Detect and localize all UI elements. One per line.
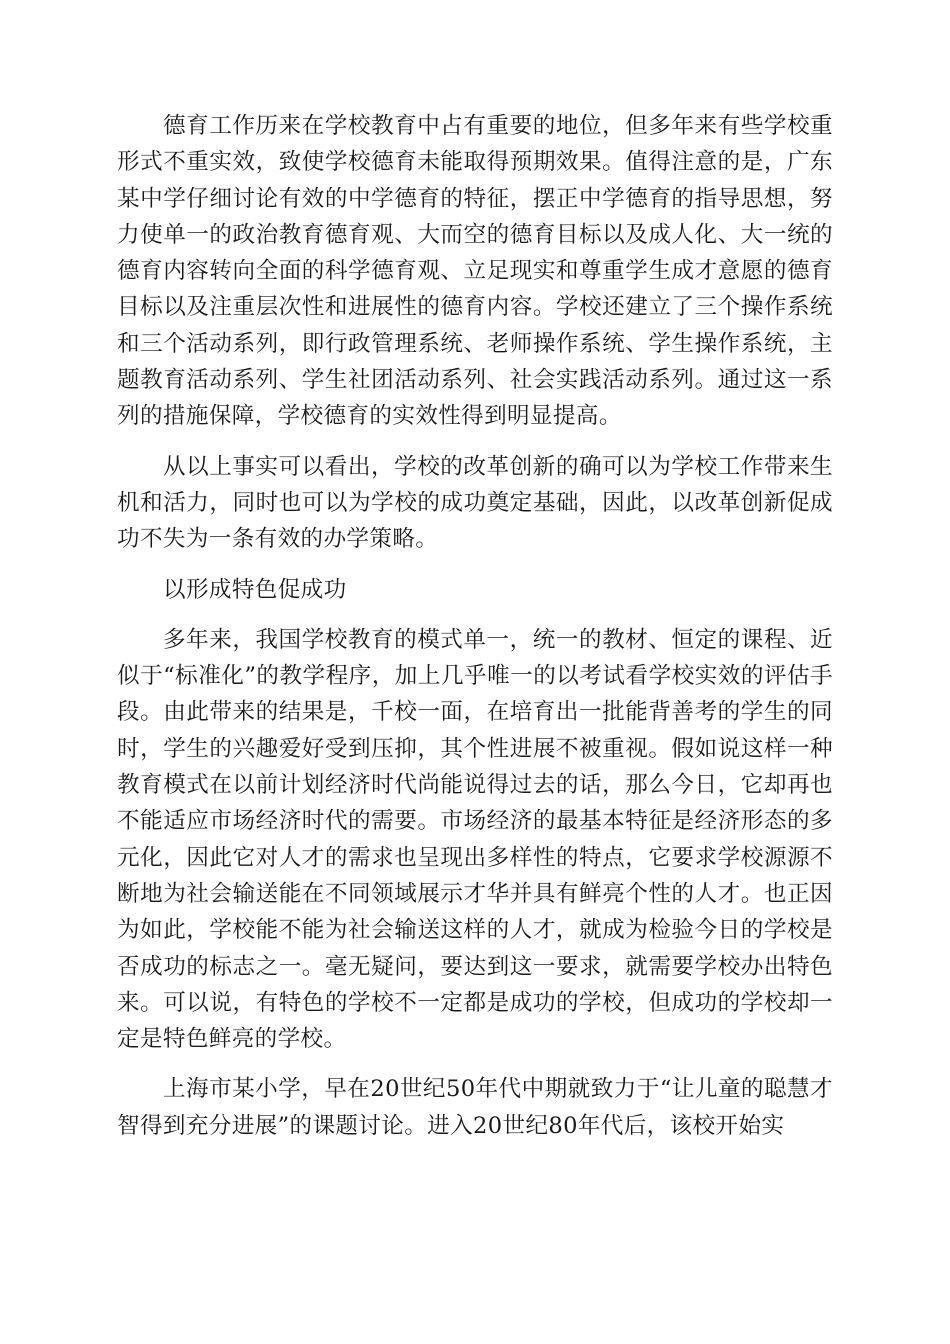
document-page [117, 108, 833, 1158]
paragraph-reform-conclusion: 从以上事实可以看出，学校的改革创新的确可以为学校工作带来生机和活力，同时也可以为学校的成功奠定基础，因此，以改革创新促成功不失为一条有效的办学策略。 [117, 453, 833, 553]
paragraph-school-characteristics: 多年来，我国学校教育的模式单一，统一的教材、恒定的课程、近似于“标准化”的教学程序，加上几乎唯一的以考试看学校实效的评估手段。由此带来的结果是，千校一面，在培育出一批能背善考的学生的同时，学生的兴趣爱好受到压抑，其个性进展不被重视。假如说这样一种教育模式在以前计划经济时代尚能说得过去的话，那么今日，它却再也不能适应市场经济时代的需要。市场经济的最基本特征是经济形态的多元化，因此它对人才的需求也呈现出多样性的特点，它要求学校源源不断地为社会输送能在不同领域展示才华并具有鲜亮个性的人才。也正因为如此，学校能不能为社会输送这样的人才，就成为检验今日的学校是否成功的标志之一。毫无疑问，要达到这一要求，就需要学校办出特色来。可以说，有特色的学校不一定都是成功的学校，但成功的学校却一定是特色鲜亮的学校。 [117, 626, 833, 1053]
paragraph-moral-education: 德育工作历来在学校教育中占有重要的地位，但多年来有些学校重形式不重实效，致使学校德育未能取得预期效果。值得注意的是，广东某中学仔细讨论有效的中学德育的特征，摆正中学德育的指导思想，努力使单一的政治教育德育观、大而空的德育目标以及成人化、大一统的德育内容转向全面的科学德育观、立足现实和尊重学生成才意愿的德育目标以及注重层次性和进展性的德育内容。学校还建立了三个操作系统和三个活动系列，即行政管理系统、老师操作系统、学生操作系统，主题教育活动系列、学生社团活动系列、社会实践活动系列。通过这一系列的措施保障，学校德育的实效性得到明显提高。 [117, 113, 833, 430]
paragraph-shanghai-primary-school: 上海市某小学，早在20世纪50年代中期就致力于“让儿童的聪慧才智得到充分进展”的课题讨论。进入20世纪80年代后，该校开始实 [117, 1076, 833, 1139]
section-heading: 以形成特色促成功 [163, 576, 347, 603]
